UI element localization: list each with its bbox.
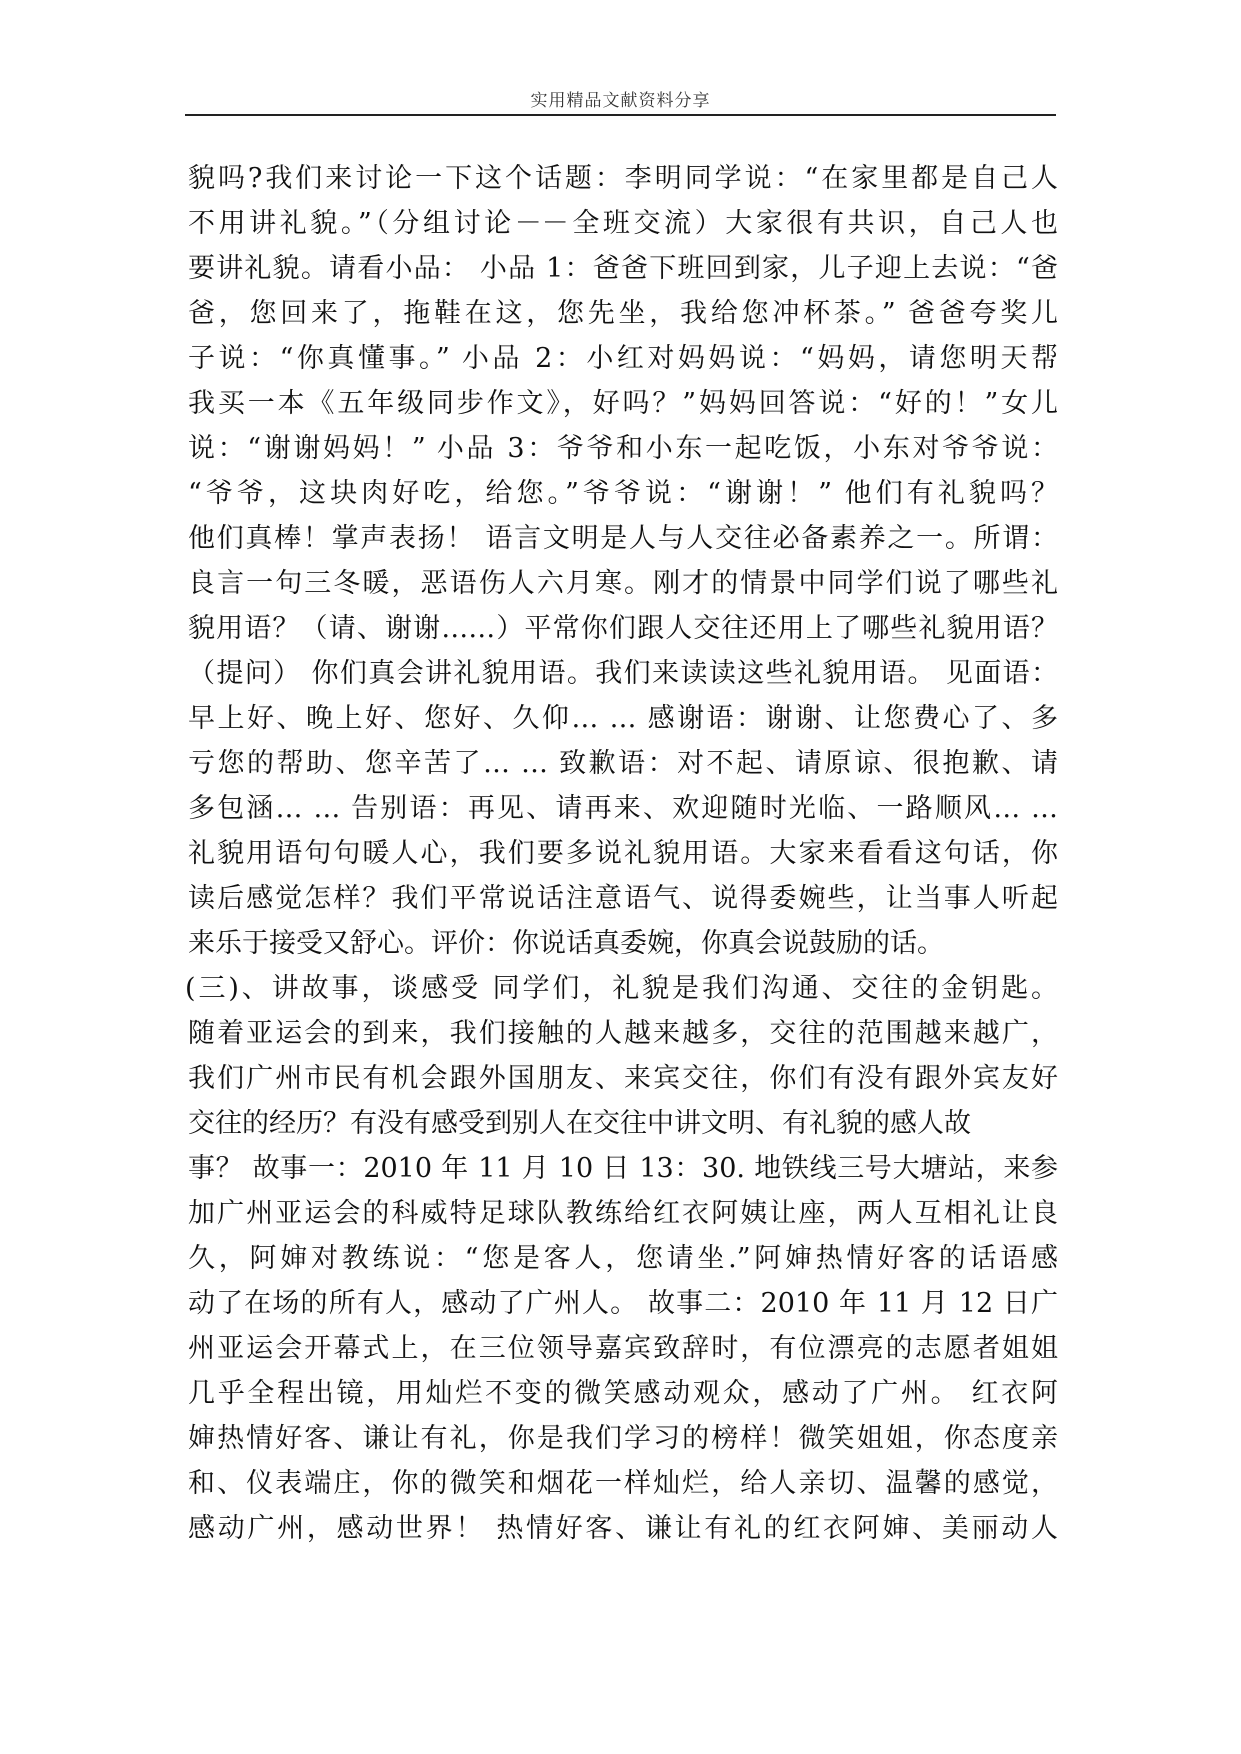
document-body [185,156,1058,1551]
body-line: 感动广州，感动世界！ 热情好客、谦让有礼的红衣阿婶、美丽动人 [188,1513,1058,1544]
body-line: 要讲礼貌。请看小品： 小品 1：爸爸下班回到家，儿子迎上去说：“爸 [188,253,1058,284]
body-line: 来乐于接受又舒心。评价：你说话真委婉，你真会说鼓励的话。 [188,928,944,959]
body-line: 貌用语？（请、谢谢……）平常你们跟人交往还用上了哪些礼貌用语？ [188,613,1058,644]
body-line: 我买一本《五年级同步作文》，好吗？”妈妈回答说：“好的！”女儿 [188,388,1058,419]
body-line: 几乎全程出镜，用灿烂不变的微笑感动观众，感动了广州。 红衣阿 [188,1378,1058,1409]
body-line: 我们广州市民有机会跟外国朋友、来宾交往，你们有没有跟外宾友好 [188,1063,1058,1094]
page-header: 实用精品文献资料分享 [530,91,711,111]
body-line: 亏您的帮助、您辛苦了… … 致歉语：对不起、请原谅、很抱歉、请 [188,748,1058,779]
body-line: 婶热情好客、谦让有礼，你是我们学习的榜样！微笑姐姐，你态度亲 [188,1423,1058,1454]
body-line: 说：“谢谢妈妈！” 小品 3：爷爷和小东一起吃饭，小东对爷爷说： [188,433,1058,464]
body-line: （提问） 你们真会讲礼貌用语。我们来读读这些礼貌用语。 见面语： [188,658,1058,689]
body-line: 动了在场的所有人，感动了广州人。 故事二：2010 年 11 月 12 日广 [188,1288,1058,1319]
body-line: 良言一句三冬暖，恶语伤人六月寒。刚才的情景中同学们说了哪些礼 [188,568,1058,599]
body-line: 早上好、晚上好、您好、久仰… … 感谢语：谢谢、让您费心了、多 [188,703,1058,734]
body-line: 加广州亚运会的科威特足球队教练给红衣阿姨让座，两人互相礼让良 [188,1198,1058,1229]
body-line: 随着亚运会的到来，我们接触的人越来越多，交往的范围越来越广， [188,1018,1058,1049]
body-line: 多包涵… … 告别语：再见、请再来、欢迎随时光临、一路顺风… … [188,793,1058,824]
header-divider [185,114,1056,116]
body-line: 礼貌用语句句暖人心，我们要多说礼貌用语。大家来看看这句话，你 [188,838,1058,869]
body-line: 和、仪表端庄，你的微笑和烟花一样灿烂，给人亲切、温馨的感觉， [188,1468,1058,1499]
body-line: 子说：“你真懂事。” 小品 2：小红对妈妈说：“妈妈，请您明天帮 [188,343,1058,374]
body-line: 貌吗?我们来讨论一下这个话题：李明同学说：“在家里都是自己人 [188,163,1058,194]
body-line: “爷爷，这块肉好吃，给您。”爷爷说：“谢谢！” 他们有礼貌吗？ [188,478,1058,509]
body-line: 久，阿婶对教练说：“您是客人，您请坐.”阿婶热情好客的话语感 [188,1243,1058,1274]
body-line: 爸，您回来了，拖鞋在这，您先坐，我给您冲杯茶。” 爸爸夸奖儿 [188,298,1058,329]
body-line: 读后感觉怎样？我们平常说话注意语气、说得委婉些，让当事人听起 [188,883,1058,914]
body-line: 他们真棒！掌声表扬！ 语言文明是人与人交往必备素养之一。所谓： [188,523,1058,554]
body-line: 不用讲礼貌。”（分组讨论－－全班交流）大家很有共识，自己人也 [188,208,1058,239]
body-line: 州亚运会开幕式上，在三位领导嘉宾致辞时，有位漂亮的志愿者姐姐 [188,1333,1058,1364]
body-line: (三)、讲故事，谈感受 同学们，礼貌是我们沟通、交往的金钥匙。 [185,973,1058,1004]
body-line: 事？ 故事一：2010 年 11 月 10 日 13：30. 地铁线三号大塘站，来参 [188,1153,1058,1184]
body-line: 交往的经历？有没有感受到别人在交往中讲文明、有礼貌的感人故 [188,1108,971,1139]
